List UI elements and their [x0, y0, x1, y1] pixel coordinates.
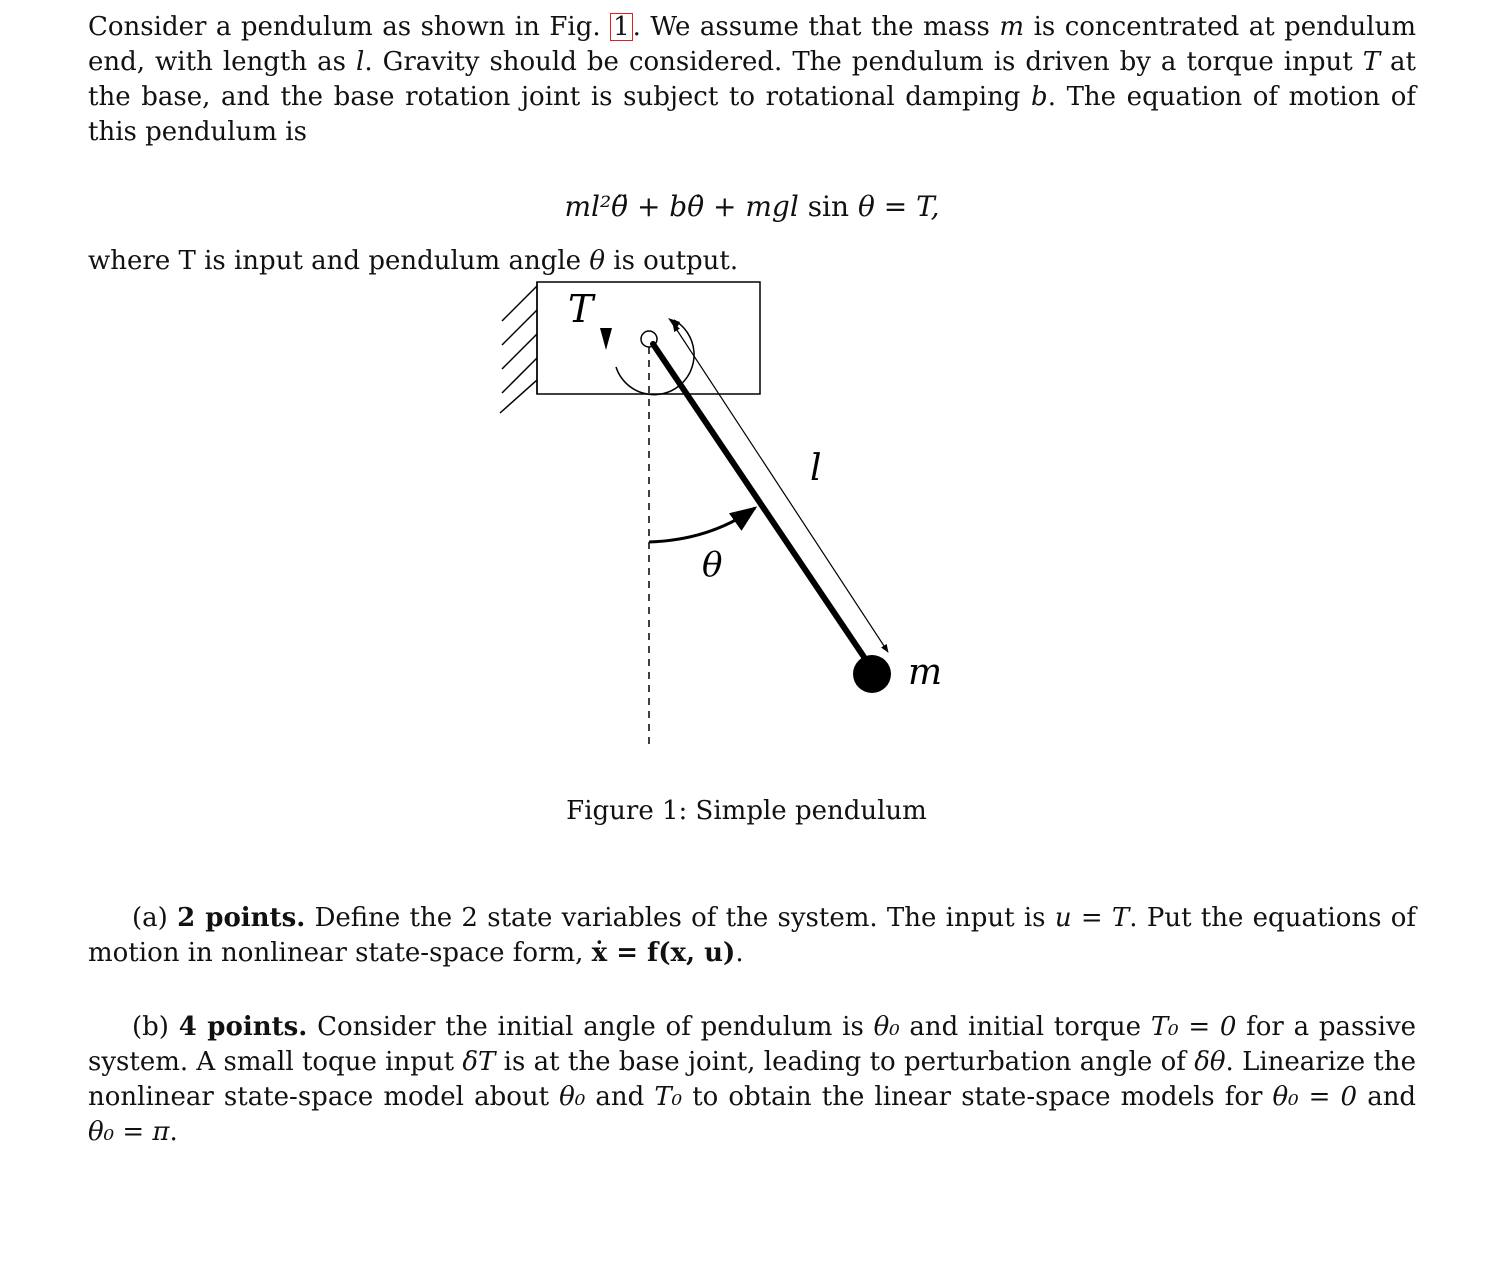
question-b-text-9: . — [169, 1117, 178, 1147]
torque-label: T — [568, 287, 594, 331]
equation-of-motion — [88, 190, 1416, 230]
equation-lhs: ml²θ̈ + bθ̇ + mgl — [564, 190, 799, 223]
intro-text-2: . We assume that the mass — [632, 12, 990, 42]
torque-arrowhead-left — [600, 328, 612, 350]
question-b-text-3: for a passive system. A small toque input — [88, 1012, 1417, 1077]
intro-paragraph — [88, 10, 1416, 150]
question-b-text-8: and — [1367, 1082, 1417, 1112]
symbol-m: m — [999, 12, 1025, 42]
pendulum-diagram — [490, 272, 970, 762]
question-b-label: (b) — [132, 1012, 169, 1042]
angle-arc-arrow — [649, 508, 755, 542]
question-b — [88, 1010, 1416, 1150]
question-b-deltatheta: δθ — [1194, 1047, 1226, 1077]
question-a-label: (a) — [132, 903, 168, 933]
problem-statement — [88, 10, 1416, 279]
torque-arrowhead-right — [668, 318, 680, 330]
question-b-text-5: . Linearize the nonlinear state-space model about — [88, 1047, 1417, 1112]
intro-text-4: . Gravity should be considered. The pendulum is driven by a torque input — [364, 47, 1353, 77]
question-a-input-eq: u = T — [1054, 903, 1130, 933]
wall-hatching — [500, 282, 537, 413]
question-a-text-2: . Put the equations of motion in nonlinear state-space form, — [88, 903, 1417, 968]
question-b-condition-1: θ₀ = 0 — [1272, 1082, 1358, 1112]
symbol-theta: θ — [589, 246, 605, 276]
mass-label: m — [908, 652, 943, 693]
question-b-T0-2: T₀ — [654, 1082, 683, 1112]
figure-caption: Figure 1: Simple pendulum — [566, 796, 927, 826]
question-b-text-4: is at the base joint, leading to perturbation angle of — [503, 1047, 1186, 1077]
intro-text-6: . The equation of motion of this pendulum is — [88, 82, 1417, 147]
pendulum-figure — [490, 272, 970, 762]
io-text-1: where T is input and pendulum angle — [88, 246, 582, 276]
intro-text-5: at the base, and the base rotation joint is subject to rotational damping — [88, 47, 1416, 112]
io-text-2: is output. — [613, 246, 739, 276]
question-b-theta0-2: θ₀ — [559, 1082, 586, 1112]
intro-text-3: is concentrated at pendulum end, with length as — [88, 12, 1417, 77]
intro-text-1: Consider a pendulum as shown in Fig. — [88, 12, 601, 42]
equation-rhs: θ = T, — [857, 190, 940, 223]
equation-sin: sin — [807, 190, 850, 223]
symbol-l: l — [355, 47, 365, 77]
symbol-T: T — [1362, 47, 1381, 77]
pendulum-rod — [653, 344, 864, 657]
length-label: l — [810, 448, 822, 489]
pendulum-mass — [853, 655, 891, 693]
question-b-text-6: and — [595, 1082, 645, 1112]
question-a — [88, 901, 1416, 971]
question-b-text-2: and initial torque — [909, 1012, 1142, 1042]
question-a-points: 2 points. — [177, 903, 306, 933]
question-a-text-1: Define the 2 state variables of the system. The input is — [314, 903, 1046, 933]
angle-label: θ — [702, 545, 723, 585]
question-a-state-space-form: ẋ = f(x, u) — [591, 938, 736, 968]
figure-reference-link[interactable]: 1 — [610, 13, 633, 41]
symbol-b: b — [1031, 82, 1048, 112]
question-b-theta0: θ₀ — [873, 1012, 900, 1042]
question-a-text-3: . — [735, 938, 744, 968]
question-b-T0-eq: T₀ = 0 — [1150, 1012, 1237, 1042]
question-b-condition-2: θ₀ = π — [88, 1117, 170, 1147]
question-b-text-1: Consider the initial angle of pendulum is — [317, 1012, 864, 1042]
question-b-deltaT: δT — [462, 1047, 496, 1077]
length-dimension-arrow — [673, 324, 888, 652]
question-b-text-7: to obtain the linear state-space models for — [692, 1082, 1263, 1112]
question-b-points: 4 points. — [178, 1012, 308, 1042]
